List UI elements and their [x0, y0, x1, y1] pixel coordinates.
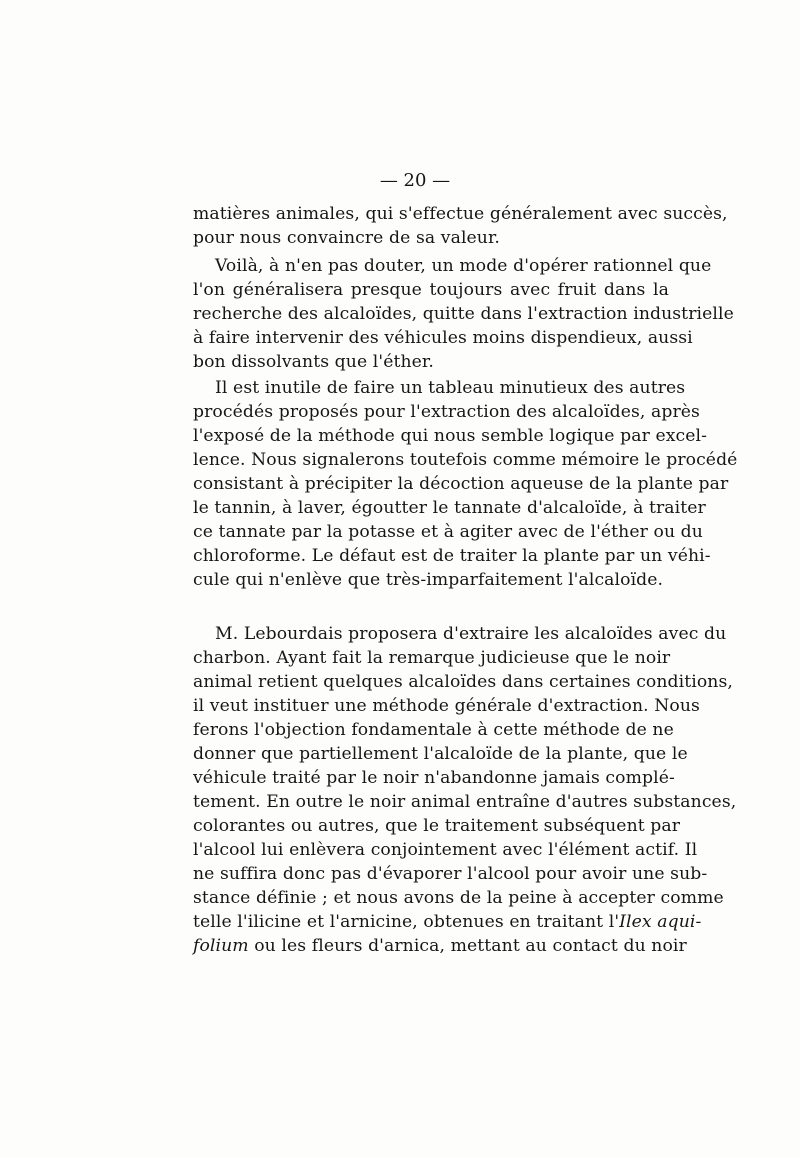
text-line: animal retient quelques alcaloïdes dans certaines conditions,: [193, 672, 733, 692]
text-line: lence. Nous signalerons toutefois comme mémoire le procédé: [193, 450, 738, 470]
text-line: véhicule traité par le noir n'abandonne jamais complé-: [193, 768, 675, 788]
text-segment: telle l'ilicine et l'arnicine, obtenues en traitant l': [193, 912, 620, 932]
text-line: [193, 910, 702, 934]
text-line: charbon. Ayant fait la remarque judicieuse que le noir: [193, 648, 671, 668]
text-line: le tannin, à laver, égoutter le tannate d'alcaloïde, à traiter: [193, 498, 706, 518]
text-segment: ou les fleurs d'arnica, mettant au contact du noir: [248, 936, 687, 956]
text-line: donner que partiellement l'alcaloïde de la plante, que le: [193, 744, 688, 764]
text-line: M. Lebourdais proposera d'extraire les alcaloïdes avec du: [215, 624, 727, 644]
text-line: [193, 934, 687, 958]
text-line: Voilà, à n'en pas douter, un mode d'opérer rationnel que: [215, 256, 712, 276]
text-line: consistant à précipiter la décoction aqueuse de la plante par: [193, 474, 729, 494]
italic-term: Ilex aqui-: [619, 912, 702, 932]
text-line: colorantes ou autres, que le traitement subséquent par: [193, 816, 681, 836]
text-line: ne suffira donc pas d'évaporer l'alcool pour avoir une sub-: [193, 864, 708, 884]
text-line: cule qui n'enlève que très-imparfaitement l'alcaloïde.: [193, 570, 664, 590]
text-line: l'exposé de la méthode qui nous semble logique par excel-: [193, 426, 708, 446]
text-line: Il est inutile de faire un tableau minutieux des autres: [215, 378, 686, 398]
text-line: stance définie ; et nous avons de la peine à accepter comme: [193, 888, 724, 908]
text-line: pour nous convaincre de sa valeur.: [193, 228, 500, 248]
text-line: bon dissolvants que l'éther.: [193, 352, 434, 372]
text-line: l'alcool lui enlèvera conjointement avec l'élément actif. Il: [193, 840, 698, 860]
text-line: ce tannate par la potasse et à agiter avec de l'éther ou du: [193, 522, 703, 542]
text-line: recherche des alcaloïdes, quitte dans l'extraction industrielle: [193, 304, 734, 324]
page-number: — 20 —: [379, 170, 451, 191]
text-line: ferons l'objection fondamentale à cette méthode de ne: [193, 720, 674, 740]
text-line: tement. En outre le noir animal entraîne d'autres substances,: [193, 792, 737, 812]
text-line: chloroforme. Le défaut est de traiter la plante par un véhi-: [193, 546, 711, 566]
text-line: il veut instituer une méthode générale d'extraction. Nous: [193, 696, 700, 716]
italic-term: folium: [193, 936, 249, 956]
text-line: procédés proposés pour l'extraction des alcaloïdes, après: [193, 402, 700, 422]
text-line: matières animales, qui s'effectue généralement avec succès,: [193, 204, 728, 224]
text-line: l'on généralisera presque toujours avec fruit dans la: [193, 280, 669, 300]
text-line: à faire intervenir des véhicules moins dispendieux, aussi: [193, 328, 693, 348]
